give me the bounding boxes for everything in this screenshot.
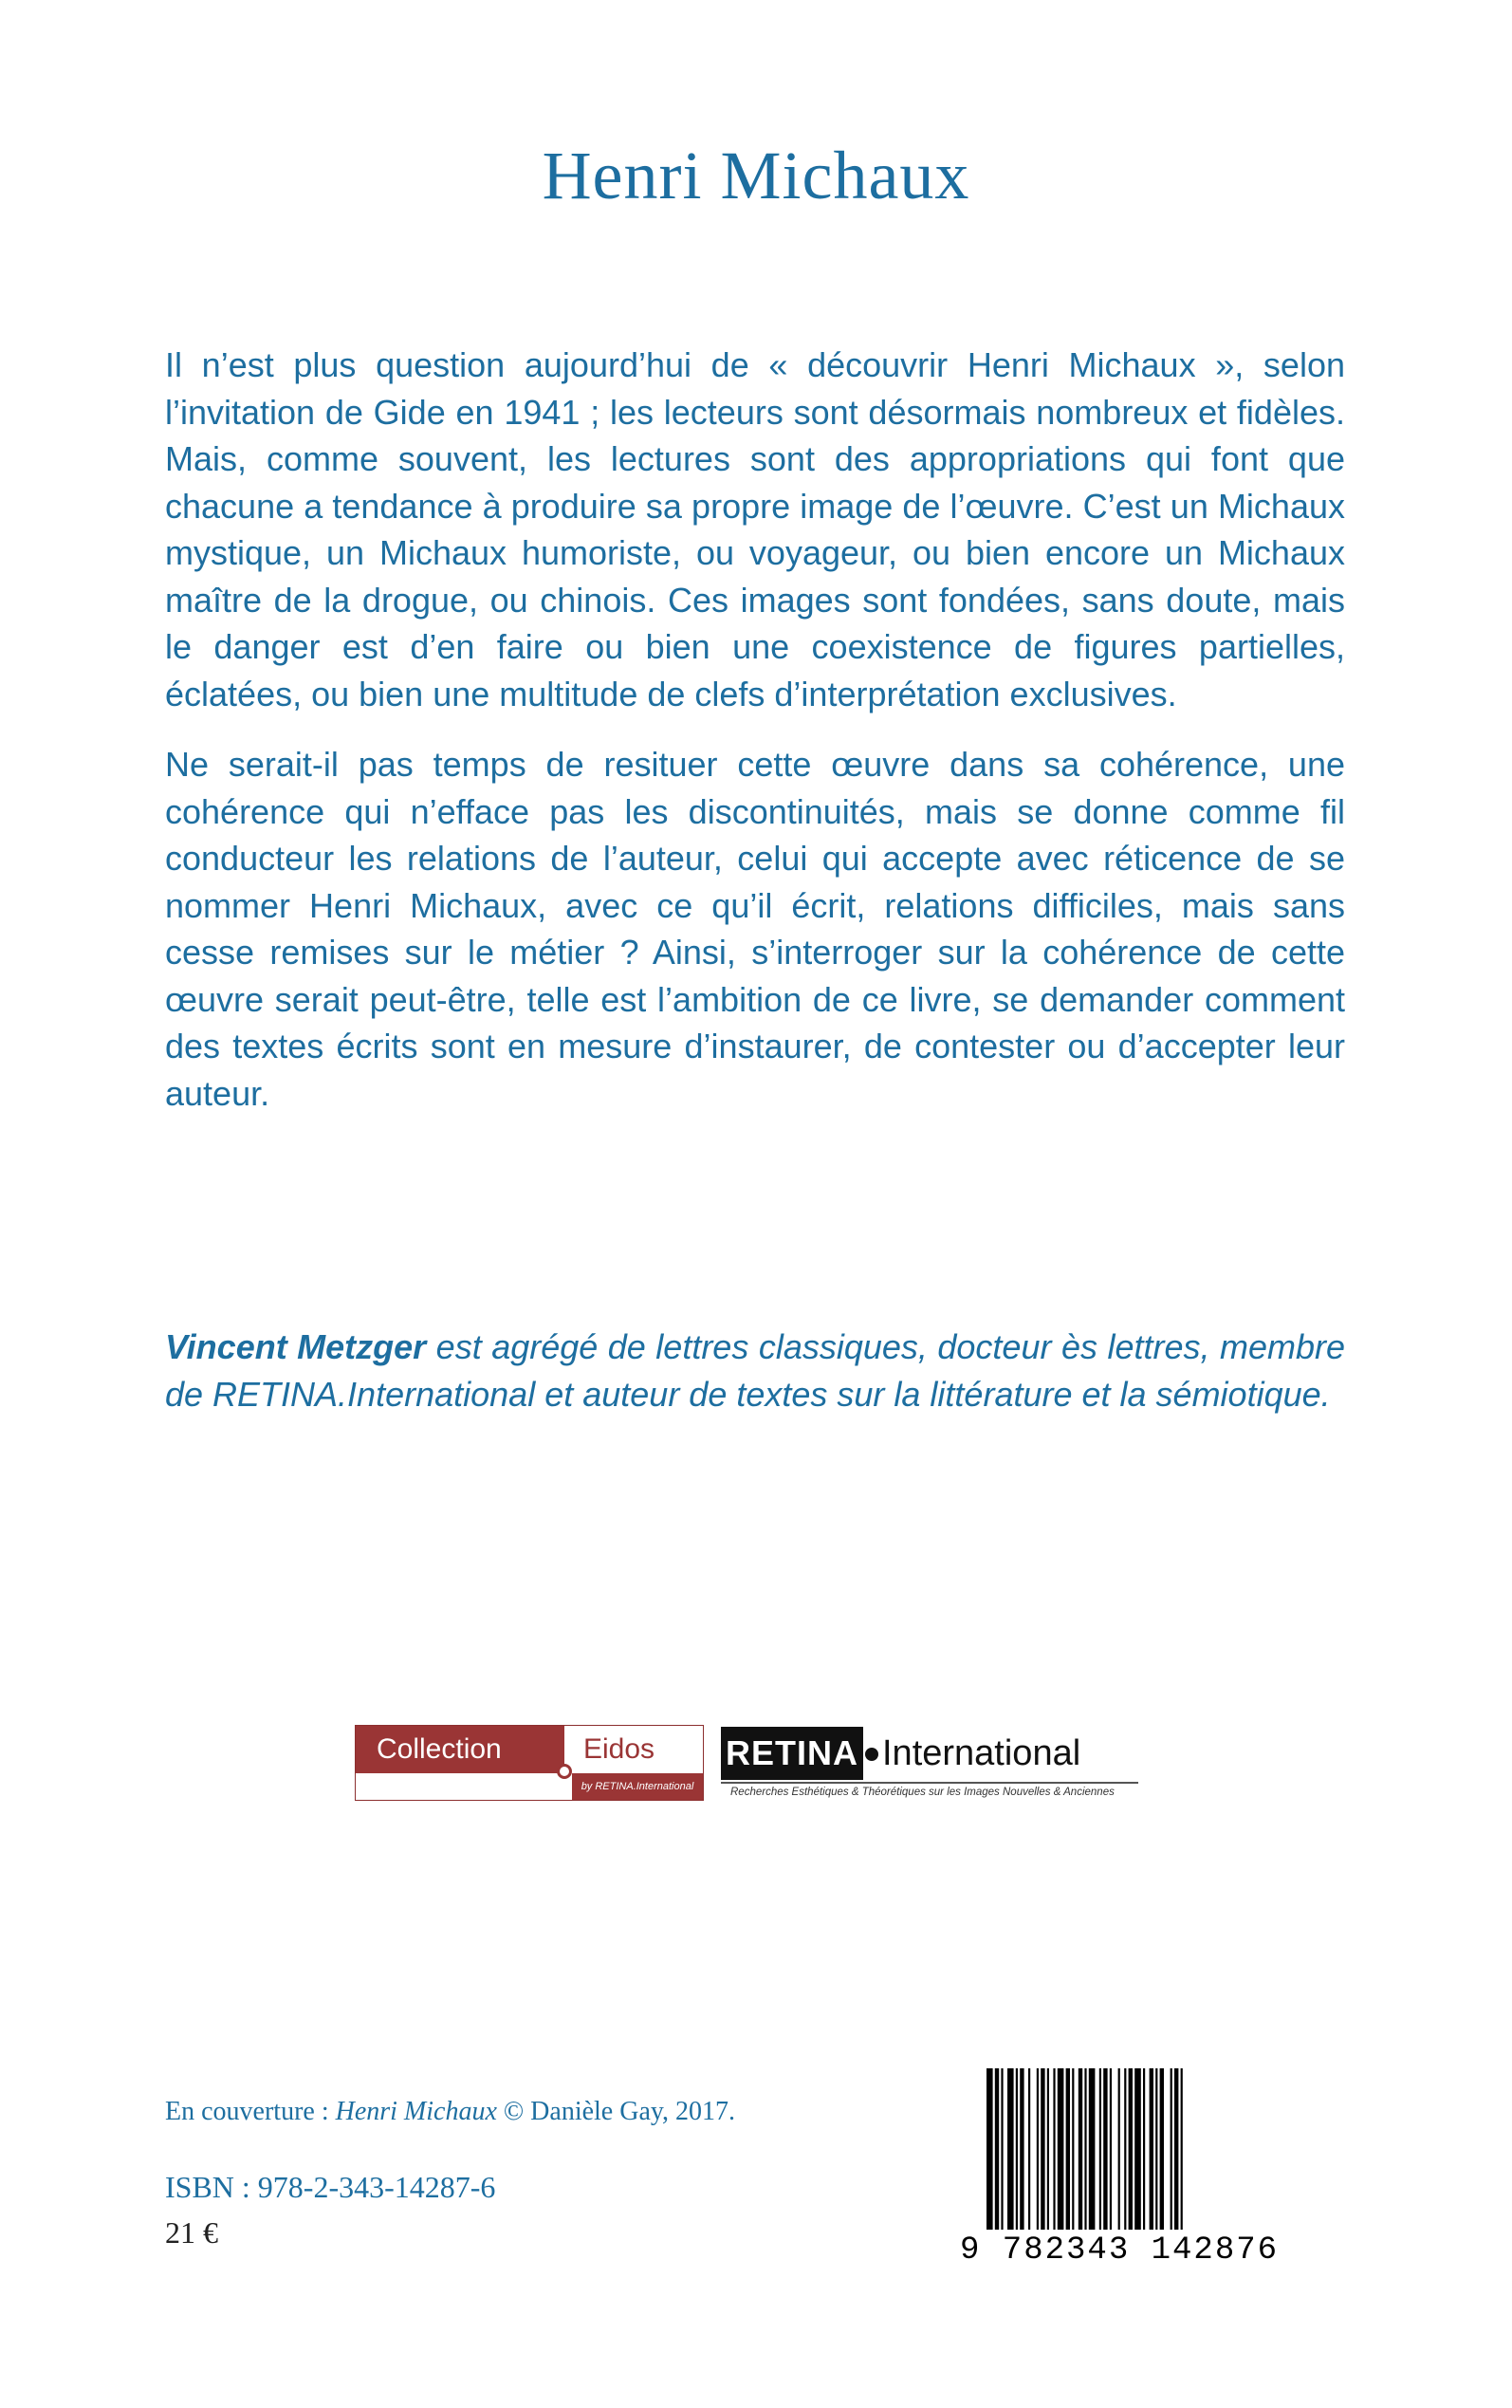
retina-international-label: International	[882, 1733, 1081, 1773]
collection-by-label: by RETINA.International	[572, 1773, 703, 1800]
barcode	[960, 2068, 1298, 2272]
collection-dot-icon	[557, 1764, 572, 1779]
retina-dot-icon	[865, 1748, 878, 1761]
isbn: ISBN : 978-2-343-14287-6	[165, 2170, 496, 2204]
collection-name: Eidos	[583, 1733, 655, 1765]
cover-credit-prefix: En couverture :	[165, 2097, 336, 2126]
back-cover-summary	[165, 342, 1345, 1140]
barcode-bars-icon	[986, 2068, 1290, 2244]
retina-divider	[721, 1782, 1138, 1784]
price: 21 €	[165, 2215, 218, 2250]
author-bio	[165, 1324, 1345, 1418]
retina-tagline: Recherches Esthétiques & Théorétiques sur les Images Nouvelles & Anciennes	[730, 1787, 1115, 1798]
collection-word: Collection	[356, 1726, 564, 1773]
author-name: Vincent Metzger	[165, 1327, 427, 1366]
cover-credit-work: Henri Michaux	[335, 2097, 497, 2126]
retina-international-logo	[721, 1727, 1138, 1803]
book-title: Henri Michaux	[542, 138, 970, 213]
collection-eidos-logo	[355, 1725, 704, 1801]
cover-credit	[165, 2095, 735, 2129]
summary-paragraph-1: Il n’est plus question aujourd’hui de « découvrir Henri Michaux », selon l’invitation de Gide en 1941 ; les lecteurs sont désormais nombreux et fidèles. Mais, comme souvent, les lectures sont des appropriations qui font que chacune a tendance à produire sa propre image de l’œuvre. C’est un Michaux mystique, un Michaux humoriste, ou voyageur, ou bien encore un Michaux maître de la drogue, ou chinois. Ces images sont fondées, sans doute, mais le danger est d’en faire ou bien une coexistence de figures partielles, éclatées, ou bien une multitude de clefs d’interprétation exclusives.	[165, 345, 1345, 713]
barcode-digits: 9 782343 142876	[960, 2232, 1280, 2269]
author-bio-text: est agrégé de lettres classiques, docteur ès lettres, membre de RETINA.International et auteur de textes sur la littérature et la sémiotique.	[165, 1327, 1345, 1414]
retina-name: RETINA	[721, 1727, 863, 1780]
cover-credit-suffix: © Danièle Gay, 2017.	[496, 2097, 736, 2126]
summary-paragraph-2: Ne serait-il pas temps de resituer cette œuvre dans sa cohérence, une cohérence qui n’efface pas les discontinuités, mais se donne comme fil conducteur les relations de l’auteur, celui qui accepte avec réticence de se nommer Henri Michaux, avec ce qu’il écrit, relations difficiles, mais sans cesse remises sur le métier ? Ainsi, s’interroger sur la cohérence de cette œuvre serait peut-être, telle est l’ambition de ce livre, se demander comment des textes écrits sont en mesure d’instaurer, de contester ou d’accepter leur auteur.	[165, 745, 1345, 1113]
